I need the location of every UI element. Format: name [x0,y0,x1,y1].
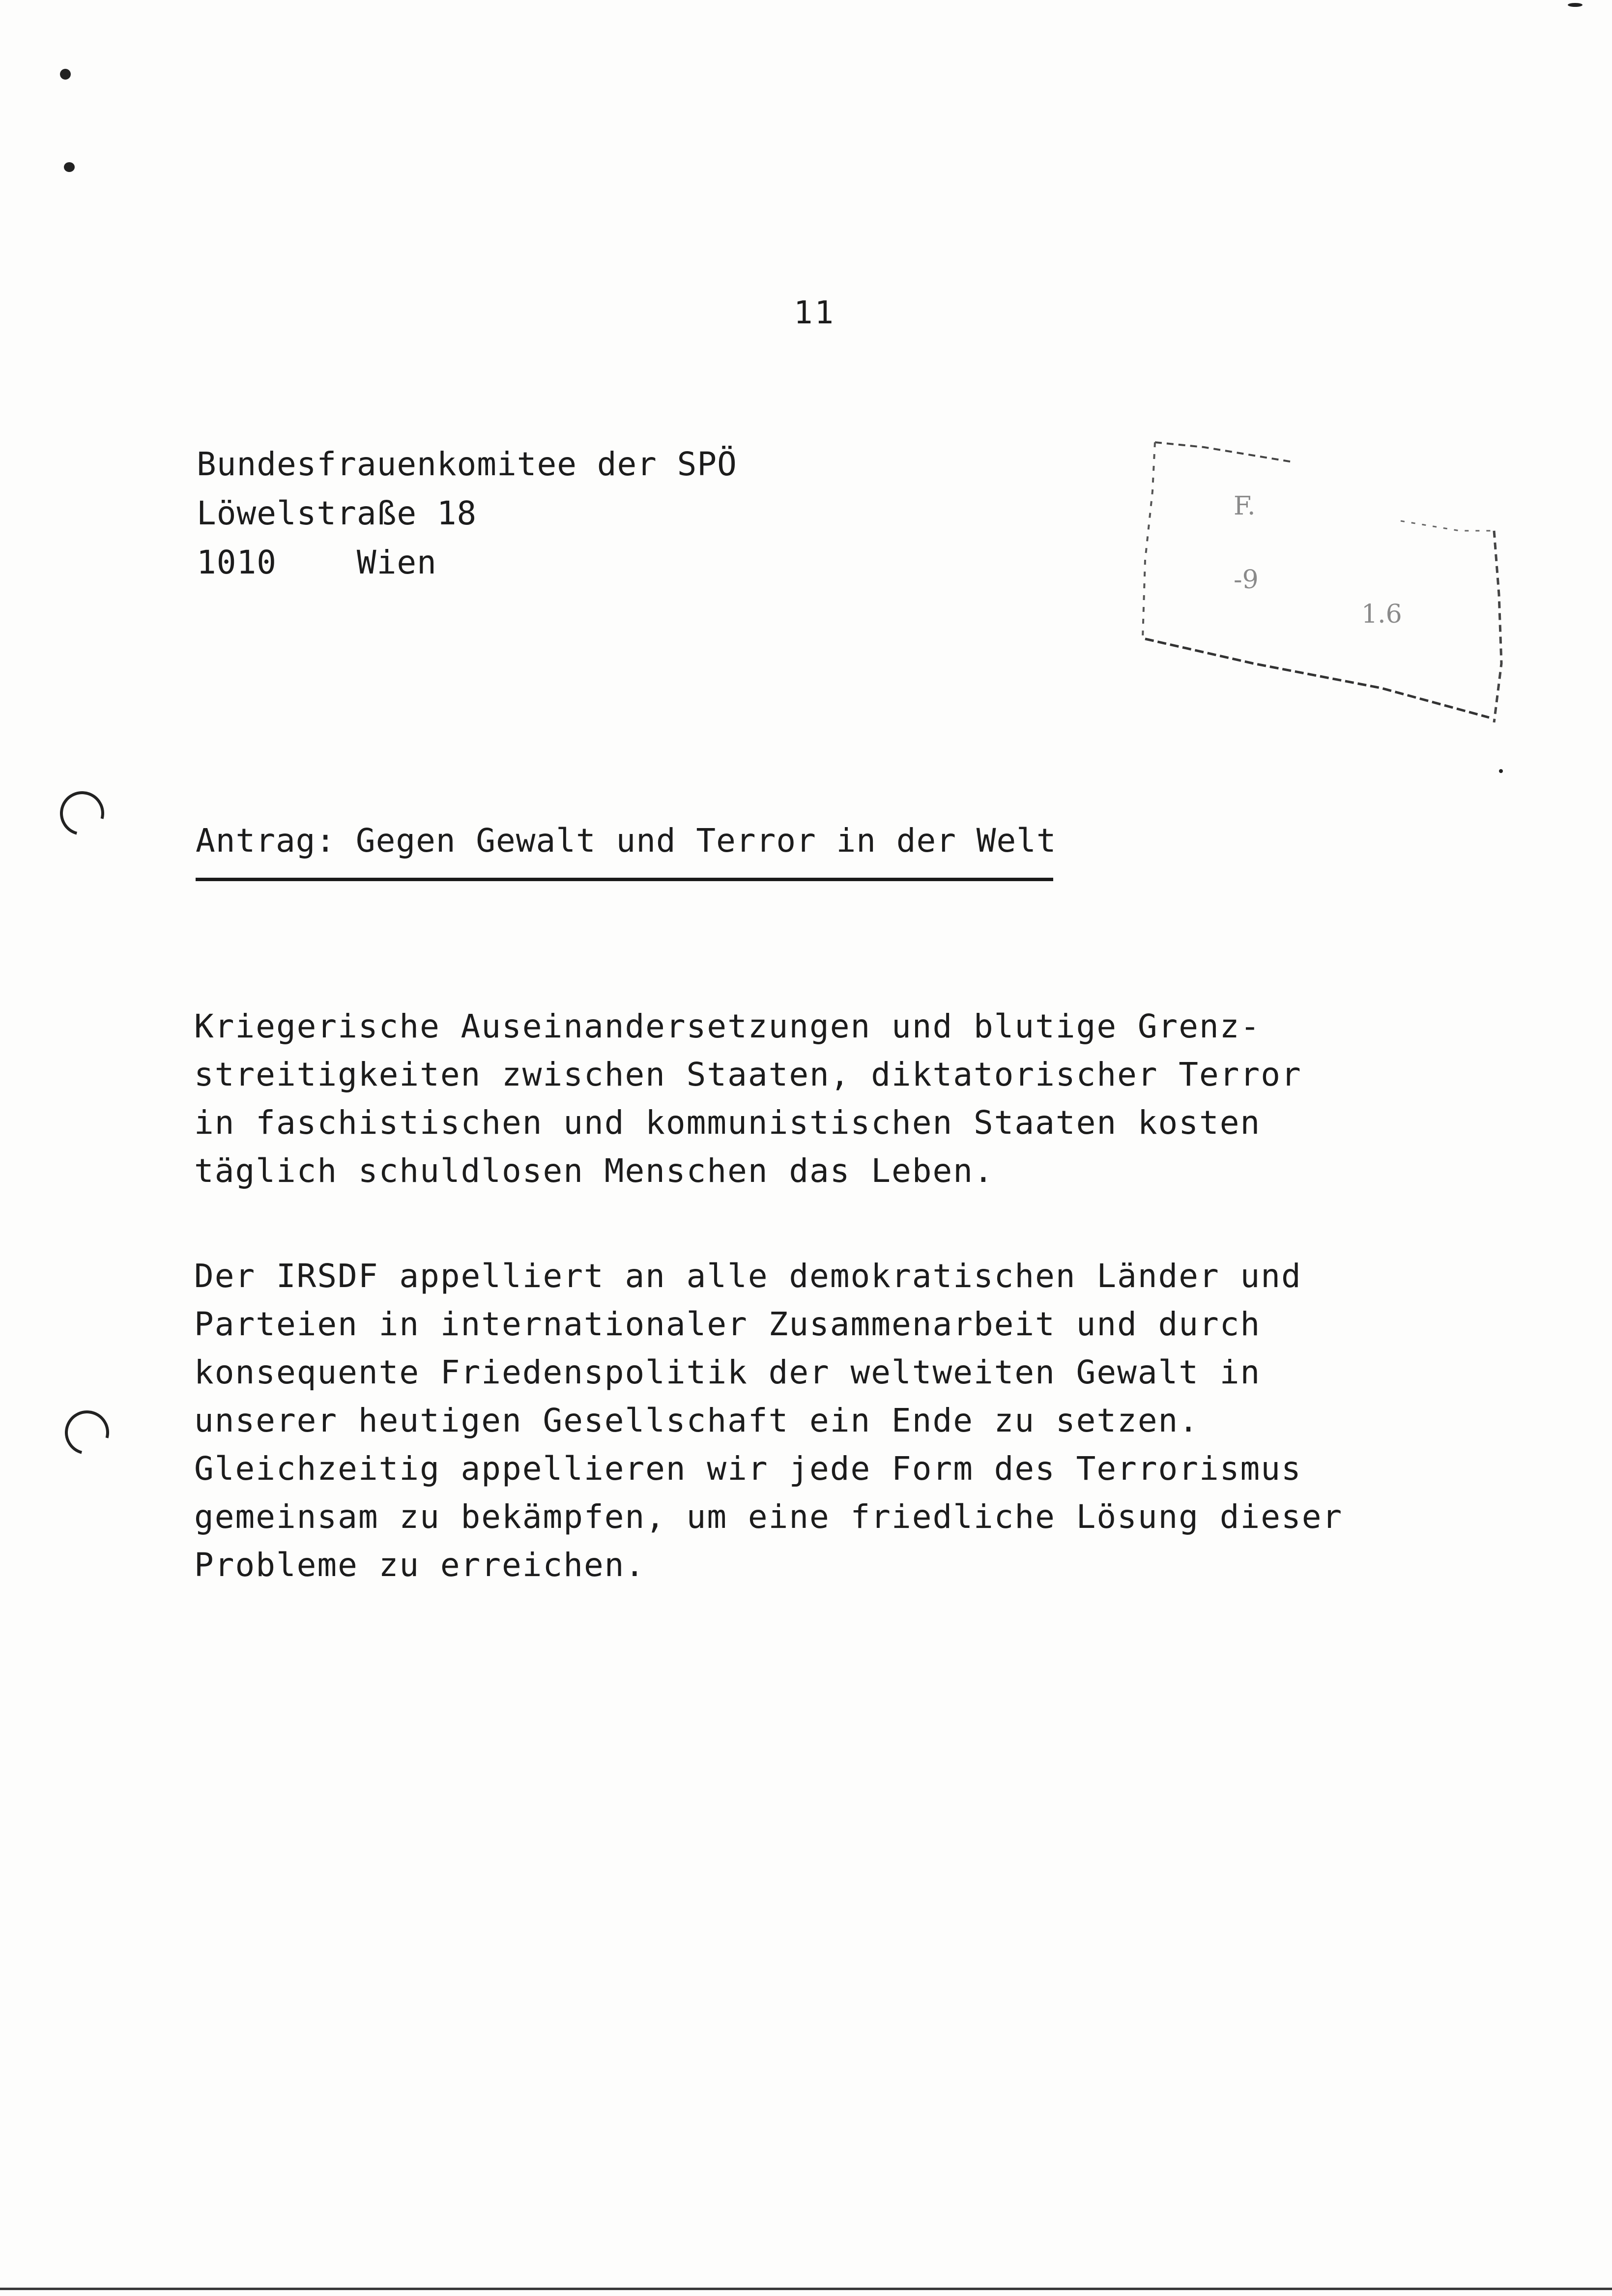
paragraph-1 [194,1003,1302,1195]
paragraph-line: in faschistischen und kommunistischen Staaten kosten [194,1104,1261,1142]
address-city: Wien [356,544,437,581]
title-underline [196,878,1053,881]
paragraph-line: Kriegerische Auseinandersetzungen und blutige Grenz- [194,1007,1261,1045]
paragraph-line: Probleme zu erreichen. [194,1546,646,1584]
motion-title-text: Gegen Gewalt und Terror in der Welt [355,822,1057,860]
stamp-frame [1106,432,1548,737]
address-city-line [197,538,737,587]
paragraph-line: Der IRSDF appelliert an alle demokratischen Länder und [194,1257,1302,1295]
paragraph-line: Gleichzeitig appellieren wir jede Form des Terrorismus [194,1450,1302,1488]
scan-speck [60,69,71,80]
stamp-mark: -9 [1234,565,1259,595]
paragraph-line: unserer heutigen Gesellschaft ein Ende zu setzen. [194,1402,1200,1439]
scan-speck [1568,3,1583,7]
punch-hole [57,1403,117,1463]
page-number: 11 [794,295,836,331]
paragraph-line: gemeinsam zu bekämpfen, um eine friedliche Lösung dieser [194,1498,1343,1536]
paragraph-line: konsequente Friedenspolitik der weltweiten Gewalt in [194,1353,1261,1391]
address-block [197,440,737,587]
address-organization: Bundesfrauenkomitee der SPÖ [197,445,737,483]
paragraph-line: täglich schuldlosen Menschen das Leben. [194,1152,994,1190]
scan-speck [64,162,75,172]
motion-title [196,822,1057,860]
received-stamp [1106,432,1548,737]
scan-bottom-edge [0,2288,1612,2290]
motion-title-label: Antrag: [196,822,336,860]
punch-hole [52,783,113,844]
address-postal-code: 1010 [197,544,277,581]
paragraph-line: streitigkeiten zwischen Staaten, diktatorischer Terror [194,1056,1302,1093]
address-street: Löwelstraße 18 [197,494,477,532]
paragraph-2 [194,1252,1343,1589]
paragraph-line: Parteien in internationaler Zusammenarbeit und durch [194,1305,1261,1343]
stamp-mark: F. [1234,491,1256,521]
scan-speck [1499,769,1503,773]
stamp-mark: 1.6 [1361,600,1402,629]
